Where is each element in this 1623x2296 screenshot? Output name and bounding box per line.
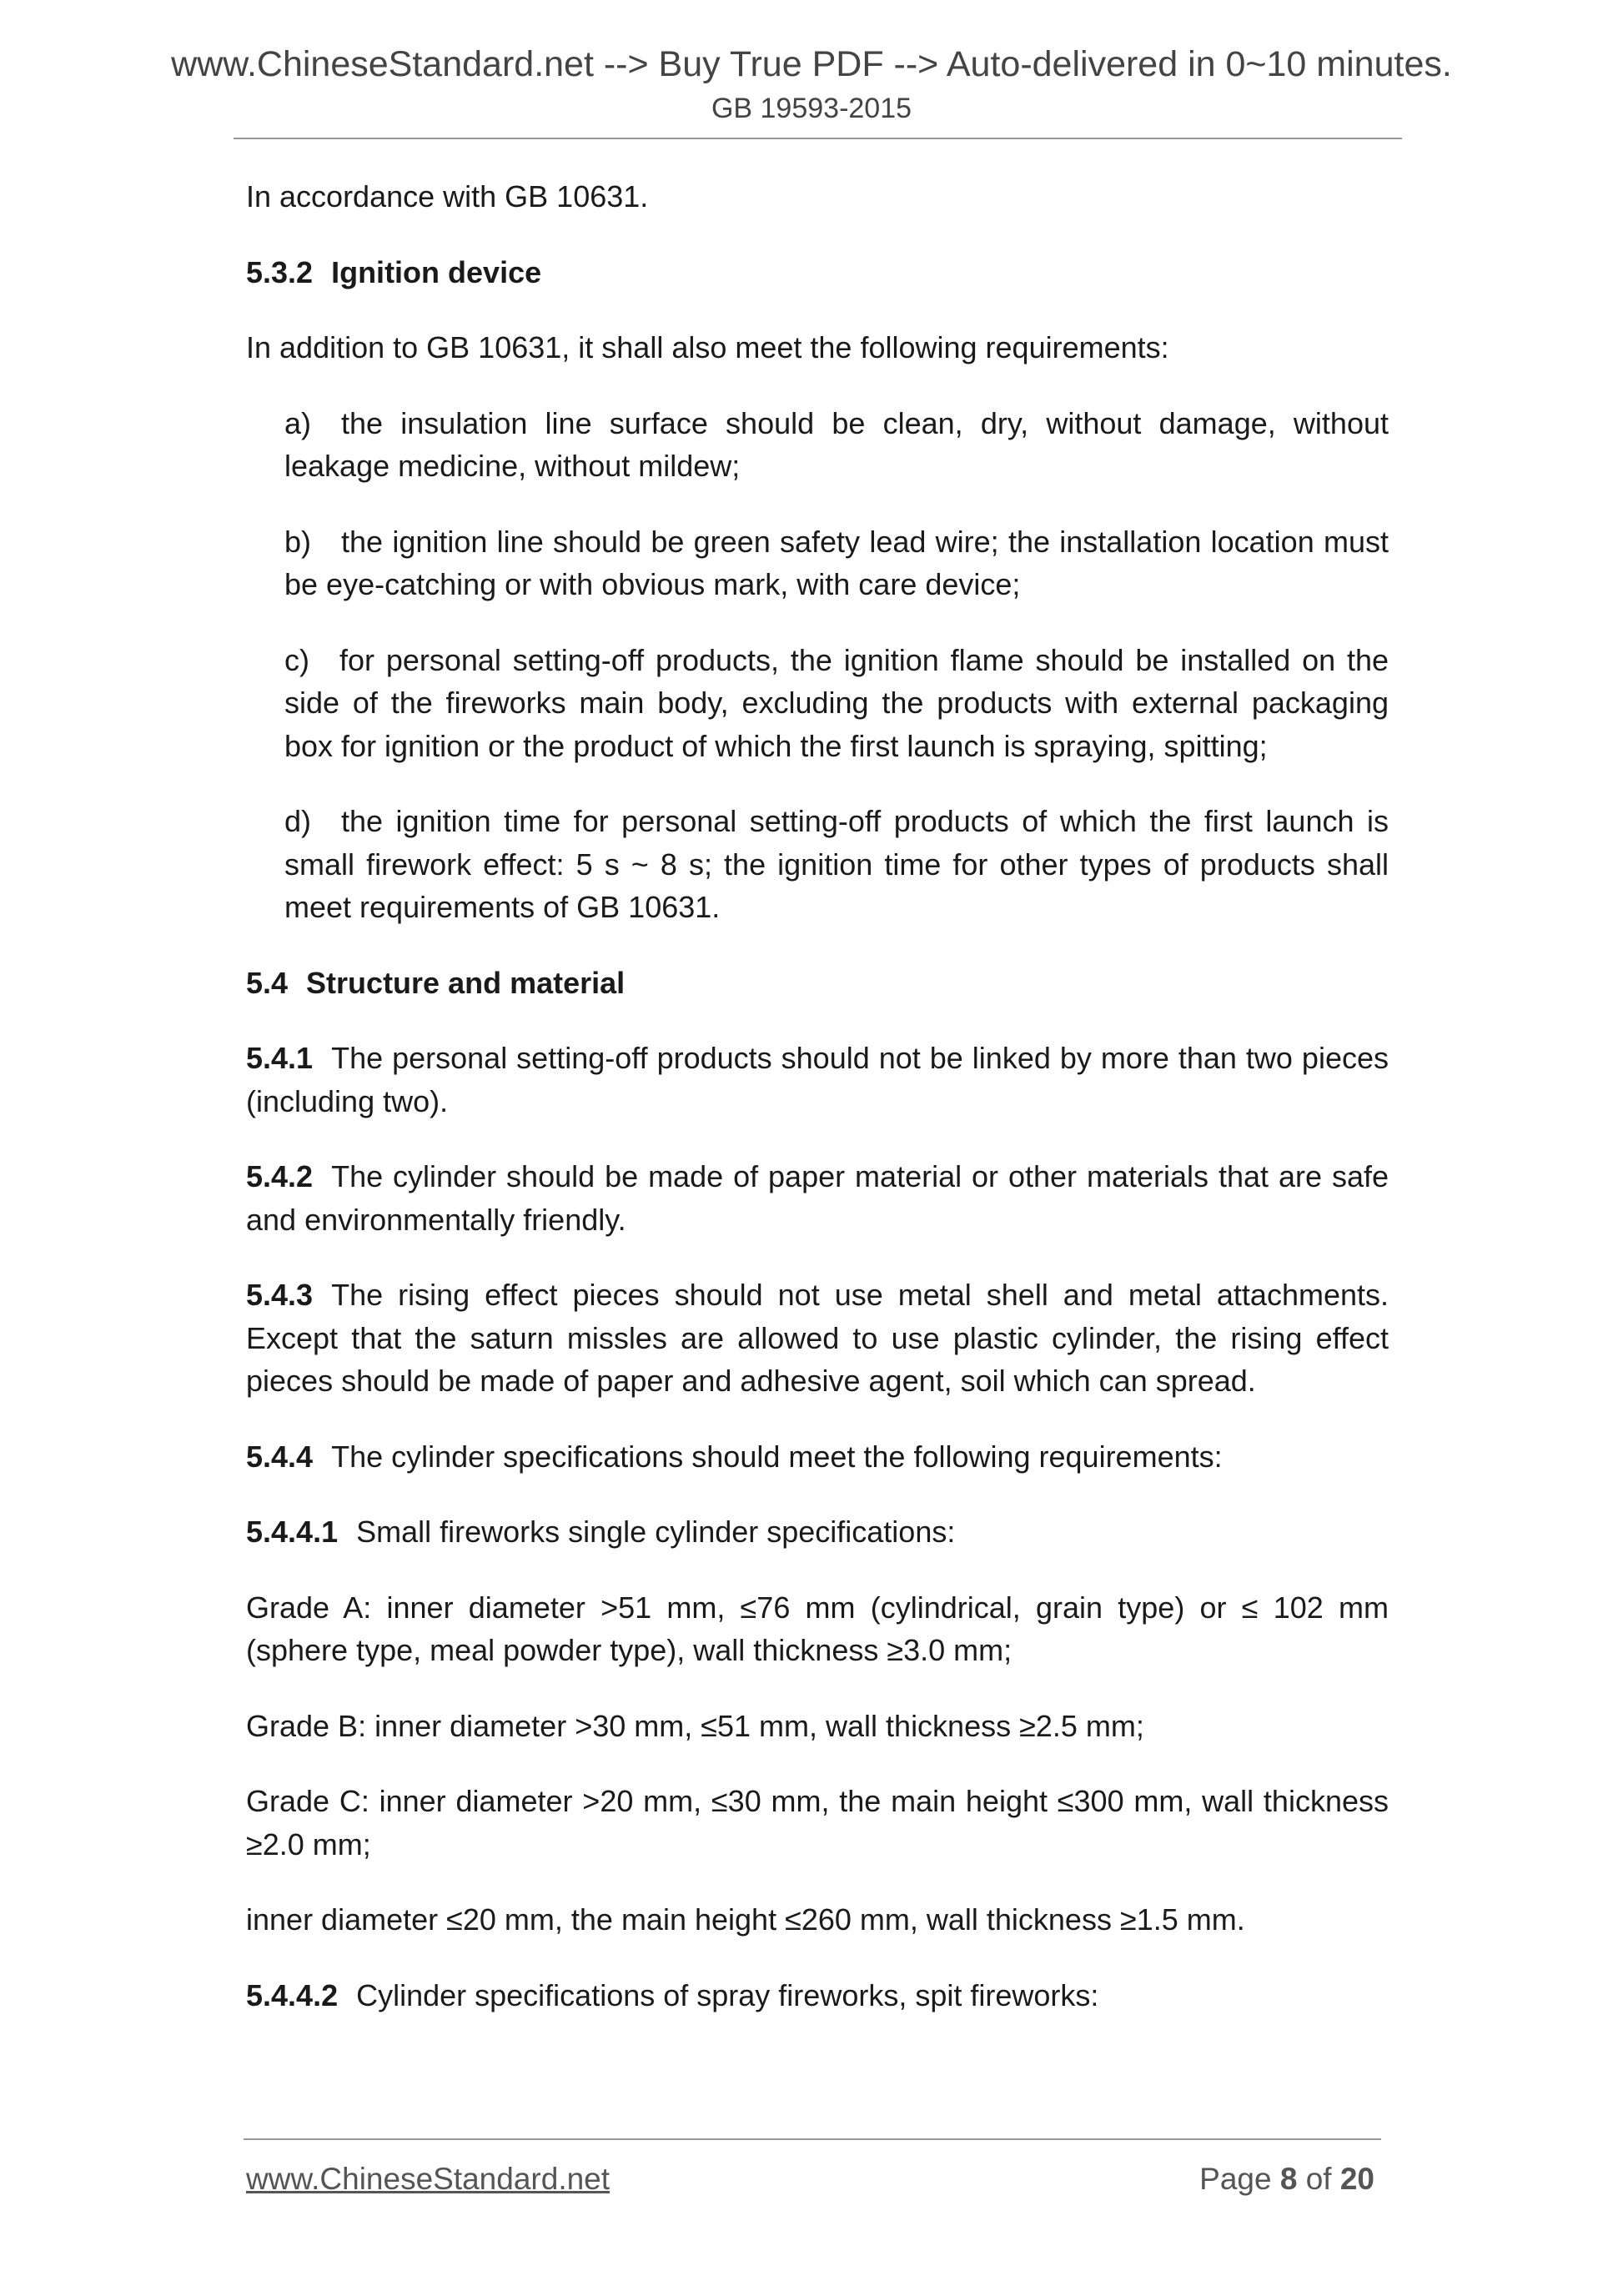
- paragraph: [246, 1435, 1389, 1479]
- footer-website-link[interactable]: www.ChineseStandard.net: [246, 2162, 611, 2196]
- clause-number: 5.4: [246, 965, 289, 1000]
- list-item: [284, 800, 1389, 929]
- section-heading: [246, 251, 1389, 294]
- paragraph: [246, 175, 1389, 219]
- paragraph-text: Grade C: inner diameter >20 mm, ≤30 mm, the main height ≤300 mm, wall thickness ≥2.0 mm;: [246, 1784, 1389, 1861]
- paragraph-text: d) the ignition time for personal setting-off products of which the first launch is small firework effect: 5 s ~ 8 s; the ignition time for other types of products shall meet requirements of GB 10631.: [284, 804, 1389, 924]
- clause-number: 5.4.2: [246, 1159, 314, 1193]
- standard-number: GB 19593-2015: [711, 93, 912, 124]
- paragraph-text: Cylinder specifications of spray fireworks, spit fireworks:: [356, 1977, 1099, 2012]
- paragraph: [246, 1974, 1389, 2017]
- header-banner: www.ChineseStandard.net --> Buy True PDF --> Auto-delivered in 0~10 minutes.: [171, 44, 1452, 84]
- clause-number: 5.4.4.2: [246, 1977, 339, 2012]
- paragraph-text: In addition to GB 10631, it shall also meet the following requirements:: [246, 330, 1169, 364]
- paragraph: [246, 1780, 1389, 1866]
- page-number: 8: [1279, 2162, 1298, 2196]
- paragraph-text: Grade B: inner diameter >30 mm, ≤51 mm, wall thickness ≥2.5 mm;: [246, 1708, 1144, 1743]
- clause-number: 5.4.1: [246, 1041, 314, 1075]
- paragraph-text: Structure and material: [306, 965, 626, 1000]
- paragraph: [246, 1898, 1389, 1942]
- page-total: 20: [1339, 2162, 1374, 2196]
- paragraph-text: c) for personal setting-off products, the ignition flame should be installed on the side of the fireworks main body, excluding the products with external packaging box for ignition or the product of which the first launch is spraying, spitting;: [284, 642, 1389, 763]
- paragraph-text: Grade A: inner diameter >51 mm, ≤76 mm (cylindrical, grain type) or ≤ 102 mm (sphere type, meal powder type), wall thickness ≥3.0 mm;: [246, 1590, 1389, 1667]
- page-indicator: [1199, 2162, 1374, 2197]
- paragraph-text: In accordance with GB 10631.: [246, 179, 649, 214]
- paragraph-text: The cylinder should be made of paper material or other materials that are safe and environmentally friendly.: [246, 1159, 1389, 1237]
- clause-number: 5.4.4.1: [246, 1515, 339, 1549]
- page-label: Page: [1199, 2162, 1272, 2196]
- paragraph: [246, 1155, 1389, 1241]
- paragraph: [246, 1510, 1389, 1554]
- paragraph: [246, 1274, 1389, 1403]
- header-divider: [234, 138, 1402, 139]
- paragraph-text: Ignition device: [331, 254, 542, 289]
- paragraph-text: The rising effect pieces should not use metal shell and metal attachments. Except that the saturn missles are allowed to use plastic cylinder, the rising effect pieces should be made of paper and adhesive agent, soil which can spread.: [246, 1278, 1389, 1398]
- paragraph: [246, 326, 1389, 369]
- document-body: [246, 175, 1389, 2049]
- paragraph-text: a) the insulation line surface should be clean, dry, without damage, without leakage medicine, without mildew;: [284, 405, 1389, 483]
- section-heading: [246, 962, 1389, 1005]
- list-item: [284, 520, 1389, 606]
- paragraph-text: Small fireworks single cylinder specifications:: [356, 1515, 956, 1549]
- paragraph-text: The cylinder specifications should meet the following requirements:: [331, 1439, 1223, 1474]
- paragraph-text: b) the ignition line should be green safety lead wire; the installation location must be eye-catching or with obvious mark, with care device;: [284, 524, 1389, 601]
- list-item: [284, 402, 1389, 488]
- footer-divider: [244, 2138, 1381, 2140]
- clause-number: 5.4.4: [246, 1439, 314, 1474]
- paragraph-text: inner diameter ≤20 mm, the main height ≤260 mm, wall thickness ≥1.5 mm.: [246, 1902, 1245, 1937]
- paragraph: [246, 1037, 1389, 1123]
- paragraph-text: The personal setting-off products should not be linked by more than two pieces (including two).: [246, 1041, 1389, 1118]
- paragraph: [246, 1586, 1389, 1672]
- paragraph: [246, 1705, 1389, 1748]
- clause-number: 5.4.3: [246, 1278, 314, 1312]
- list-item: [284, 639, 1389, 768]
- clause-number: 5.3.2: [246, 254, 314, 289]
- of-label: of: [1305, 2162, 1332, 2196]
